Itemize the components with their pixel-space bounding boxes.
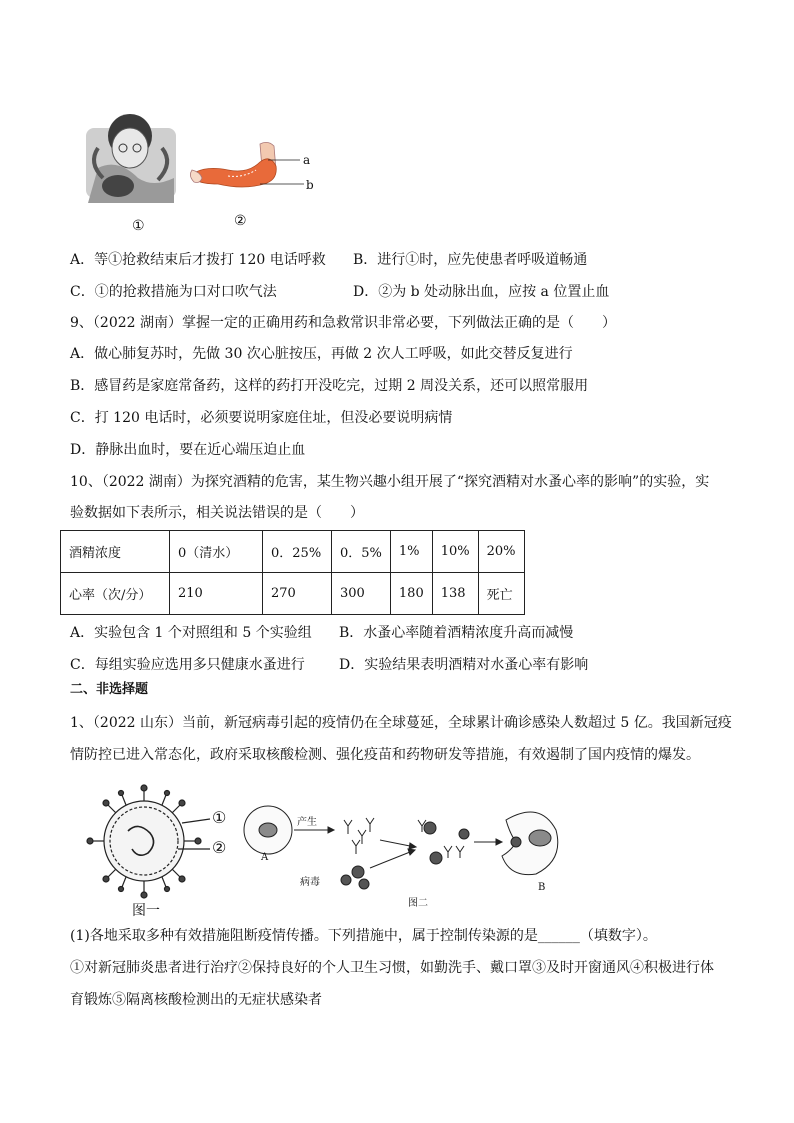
q1-stem-line2: 情防控已进入常态化，政府采取核酸检测、强化疫苗和药物研发等措施，有效遏制了国内疫情的爆发。 xyxy=(70,747,700,763)
figure-label-2: ② xyxy=(234,213,247,229)
q10-option-b: B．水蚤心率随着酒精浓度升高而减慢 xyxy=(339,625,574,641)
q8-option-c: C．①的抢救措施为口对口吹气法 xyxy=(70,284,277,300)
table-cell: 1% xyxy=(390,531,432,573)
table-cell: 酒精浓度 xyxy=(61,531,170,573)
figure-label-1: ① xyxy=(132,218,145,234)
q10-option-a: A．实验包含 1 个对照组和 5 个实验组 xyxy=(70,625,312,641)
q8-option-a: A．等①抢救结束后才拨打 120 电话呼救 xyxy=(70,252,326,268)
table-cell: 心率（次/分） xyxy=(61,573,170,615)
section-heading: 二、非选择题 xyxy=(70,682,149,697)
table-cell: 0．5% xyxy=(332,531,391,573)
table-cell: 180 xyxy=(390,573,432,615)
q9-option-a: A．做心肺复苏时，先做 30 次心脏按压，再做 2 次人工呼吸，如此交替反复进行 xyxy=(70,346,573,362)
q1-stem-line1: 1、（2022 山东）当前，新冠病毒引起的疫情仍在全球蔓延，全球累计确诊感染人数超过 5 亿。我国新冠疫 xyxy=(70,715,732,731)
q9-option-b: B．感冒药是家庭常备药，这样的药打开没吃完，过期 2 周没关系，还可以照常服用 xyxy=(70,378,589,394)
sub1-line1: (1)各地采取多种有效措施阻断疫情传播。下列措施中，属于控制传染源的是______（填数字）。 xyxy=(70,928,657,944)
table-cell: 0．25% xyxy=(263,531,332,573)
sub1-line2: ①对新冠肺炎患者进行治疗②保持良好的个人卫生习惯，如勤洗手、戴口罩③及时开窗通风④积极进行体 xyxy=(70,960,714,976)
pointer-label-a: a xyxy=(303,153,311,167)
cpr-illustration xyxy=(78,108,188,208)
cell-label-a: A xyxy=(261,852,269,863)
table-cell: 10% xyxy=(432,531,478,573)
cell-label-b: B xyxy=(538,882,546,893)
q10-option-d: D．实验结果表明酒精对水蚤心率有影响 xyxy=(339,657,589,673)
table-row xyxy=(61,573,525,615)
q10-stem-line1: 10、（2022 湖南）为探究酒精的危害，某生物兴趣小组开展了“探究酒精对水蚤心率的影响”的实验，实 xyxy=(70,474,710,490)
q10-stem-line2: 验数据如下表所示，相关说法错误的是（ ） xyxy=(70,505,364,521)
q8-option-d: D．②为 b 处动脉出血，应按 a 位置止血 xyxy=(353,284,610,300)
table-row xyxy=(61,531,525,573)
immune-response-diagram xyxy=(240,790,570,900)
fig1-caption: 图一 xyxy=(132,903,160,919)
fig1-label-1: ① xyxy=(212,808,227,827)
q8-option-b: B．进行①时，应先使患者呼吸道畅通 xyxy=(353,252,588,268)
table-cell: 270 xyxy=(263,573,332,615)
q10-option-c: C．每组实验应选用多只健康水蚤进行 xyxy=(70,657,305,673)
virus-label: 病毒 xyxy=(300,877,320,888)
table-cell: 20% xyxy=(478,531,524,573)
q9-option-c: C．打 120 电话时，必须要说明家庭住址，但没必要说明病情 xyxy=(70,410,453,426)
pointer-label-b: b xyxy=(306,178,314,192)
fig2-caption: 图二 xyxy=(408,898,428,909)
fig1-label-2: ② xyxy=(212,838,227,857)
arrow-label-produce: 产生 xyxy=(297,817,317,828)
table-cell: 300 xyxy=(332,573,391,615)
table-cell: 138 xyxy=(432,573,478,615)
q9-stem: 9、（2022 湖南）掌握一定的正确用药和急救常识非常必要，下列做法正确的是（ ） xyxy=(70,315,616,331)
table-cell: 0（清水） xyxy=(170,531,263,573)
alcohol-heart-rate-table xyxy=(60,530,525,615)
q9-option-d: D．静脉出血时，要在近心端压迫止血 xyxy=(70,442,306,458)
table-cell: 死亡 xyxy=(478,573,524,615)
table-cell: 210 xyxy=(170,573,263,615)
sub1-line3: 育锻炼⑤隔离核酸检测出的无症状感染者 xyxy=(70,992,322,1008)
